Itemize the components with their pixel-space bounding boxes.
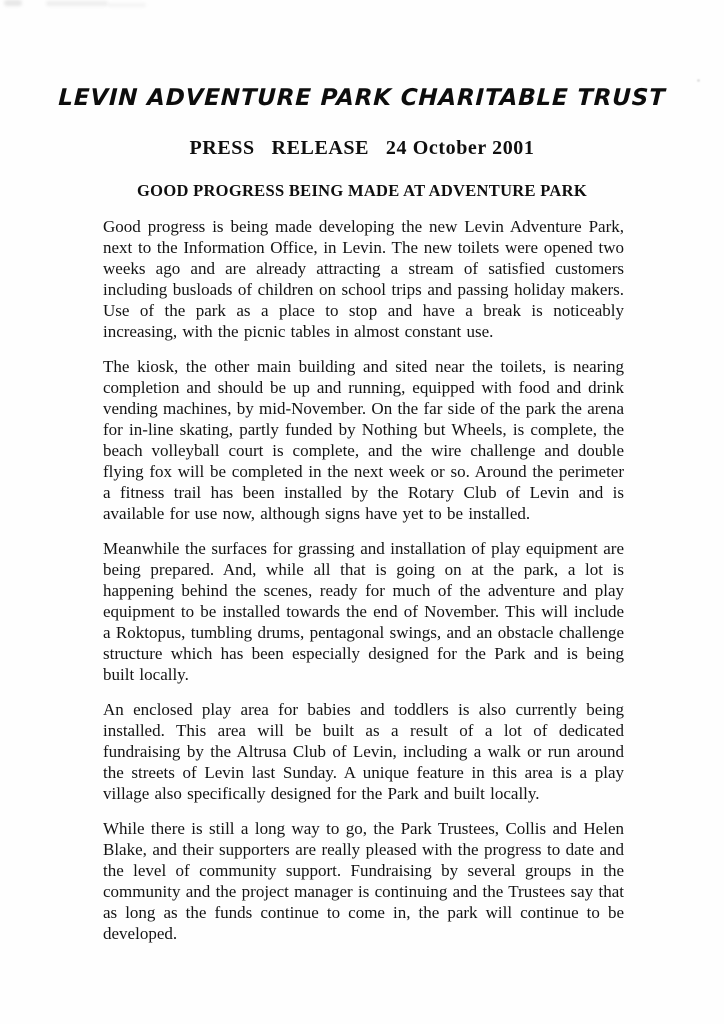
scan-smudge-artifact bbox=[46, 1, 108, 6]
scan-smudge-artifact bbox=[4, 0, 22, 6]
document-body bbox=[0, 216, 724, 944]
headline: GOOD PROGRESS BEING MADE AT ADVENTURE PARK bbox=[137, 181, 587, 200]
scan-dot-artifact bbox=[440, 154, 443, 157]
paragraph-kiosk-facilities: The kiosk, the other main building and sited near the toilets, is nearing completion and should be up and running, equipped with food and drink vending machines, by mid-November. On the far side of the park the arena for in-line skating, partly funded by Nothing but Wheels, is complete, the beach volleyball court is complete, and the wire challenge and double flying fox will be completed in the next week or so. Around the perimeter a fitness trail has been installed by the Rotary Club of Levin and is available for use now, although signs have yet to be installed. bbox=[103, 357, 624, 523]
paragraph-play-equipment: Meanwhile the surfaces for grassing and installation of play equipment are being prepared. And, while all that is going on at the park, a lot is happening behind the scenes, ready for much of the adventure and play equipment to be installed towards the end of November. This will include a Roktopus, tumbling drums, pentagonal swings, and an obstacle challenge structure which has been especially designed for the Park and is being built locally. bbox=[103, 539, 624, 684]
paragraph-trustees-closing: While there is still a long way to go, the Park Trustees, Collis and Helen Blake, and their supporters are really pleased with the progress to date and the level of community support. Fundraising by several groups in the community and the project manager is continuing and the Trustees say that as long as the funds continue to come in, the park will continue to be developed. bbox=[103, 819, 624, 943]
scan-dot-artifact bbox=[697, 79, 700, 82]
scan-smudge-artifact bbox=[108, 3, 146, 7]
organization-title: LEVIN ADVENTURE PARK CHARITABLE TRUST bbox=[57, 85, 667, 111]
press-release-dateline: PRESS RELEASE 24 October 2001 bbox=[189, 137, 535, 159]
paragraph-toddler-area: An enclosed play area for babies and toddlers is also currently being installed. This area will be built as a result of a lot of dedicated fundraising by the Altrusa Club of Levin, including a walk or run around the streets of Levin last Sunday. A unique feature in this area is a play village also specifically designed for the Park and built locally. bbox=[103, 700, 624, 803]
paragraph-progress-overview: Good progress is being made developing the new Levin Adventure Park, next to the Information Office, in Levin. The new toilets were opened two weeks ago and are already attracting a stream of satisfied customers including busloads of children on school trips and passing holiday makers. Use of the park as a place to stop and have a break is noticeably increasing, with the picnic tables in almost constant use. bbox=[103, 217, 624, 341]
